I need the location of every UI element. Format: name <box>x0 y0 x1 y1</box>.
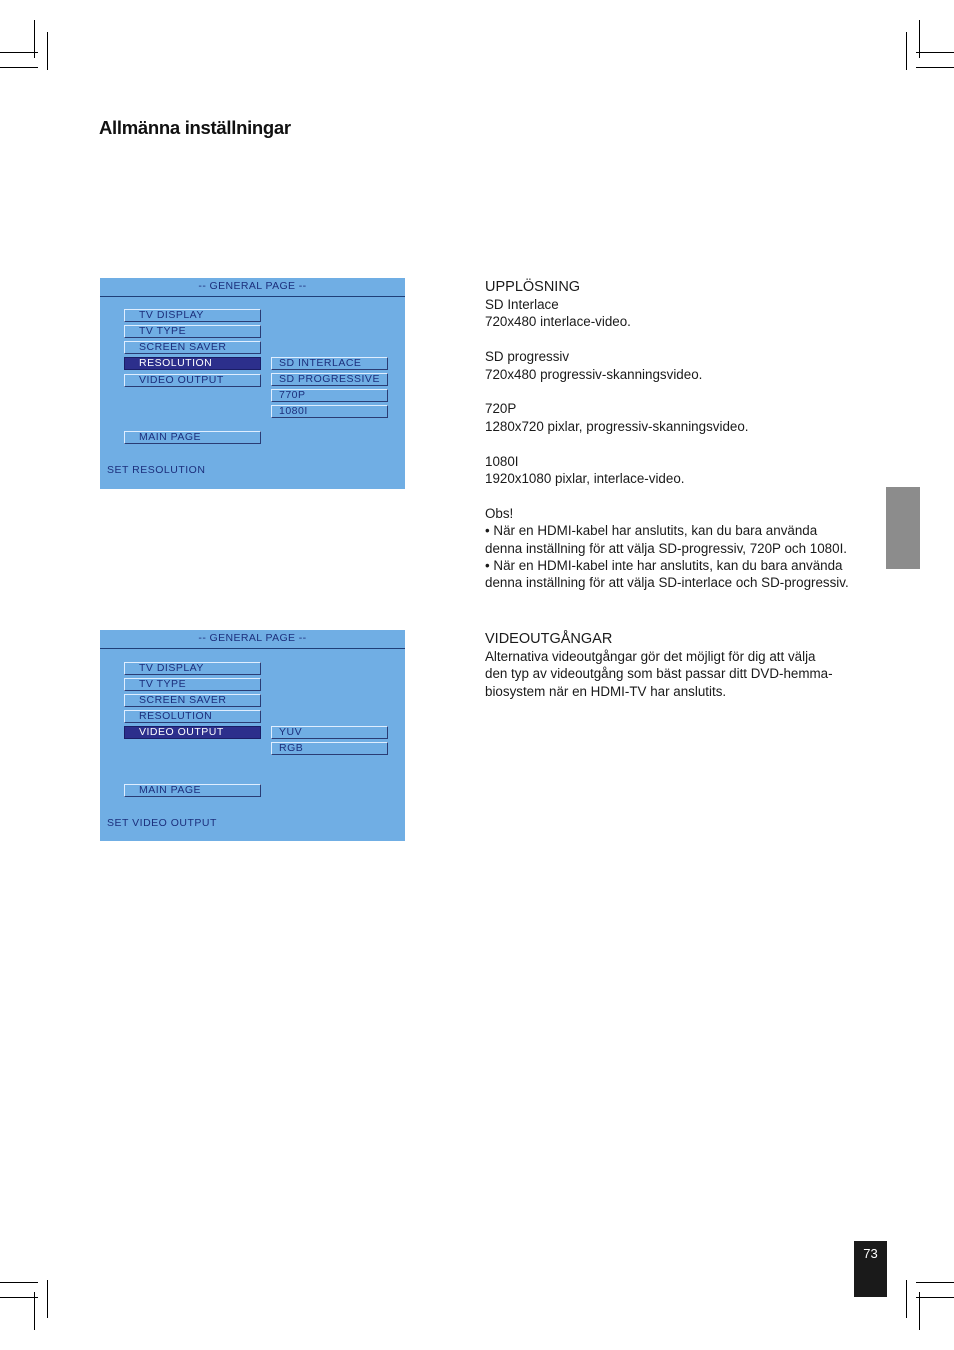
option-yuv[interactable]: YUV <box>271 726 388 739</box>
crop-mark <box>47 1280 48 1318</box>
note-text: • När en HDMI-kabel inte har anslutits, kan du bara använda <box>485 558 843 574</box>
crop-mark <box>47 32 48 70</box>
video-output-description <box>485 630 865 700</box>
option-description: 1920x1080 pixlar, interlace-video. <box>485 471 685 487</box>
option-description: 720x480 progressiv-skanningsvideo. <box>485 366 703 382</box>
crop-mark <box>0 52 38 53</box>
note-text: denna inställning för att välja SD-interlace och SD-progressiv. <box>485 575 849 591</box>
menu-item-resolution[interactable]: RESOLUTION <box>124 710 261 723</box>
menu-item-resolution[interactable]: RESOLUTION <box>124 357 261 370</box>
crop-mark <box>916 1297 954 1298</box>
crop-mark <box>0 1282 38 1283</box>
note-text: denna inställning för att välja SD-progressiv, 720P och 1080I. <box>485 540 848 556</box>
page-title: Allmänna inställningar <box>99 117 291 138</box>
option-label: SD Interlace <box>485 297 559 312</box>
crop-mark <box>0 1297 38 1298</box>
crop-mark <box>0 67 38 68</box>
section-heading: UPPLÖSNING <box>485 279 581 295</box>
option-770p[interactable]: 770P <box>271 389 388 402</box>
main-page-button[interactable]: MAIN PAGE <box>124 784 261 797</box>
option-label: 1080I <box>485 453 519 469</box>
crop-mark <box>916 1282 954 1283</box>
option-1080i[interactable]: 1080I <box>271 405 388 418</box>
page-number: 73 <box>854 1241 887 1297</box>
menu-item-screen-saver[interactable]: SCREEN SAVER <box>124 341 261 354</box>
body-text: biosystem när en HDMI-TV har anslutits. <box>485 683 727 699</box>
crop-mark <box>916 52 954 53</box>
resolution-menu-screen <box>100 278 405 489</box>
video-output-menu-screen <box>100 630 405 841</box>
note-label: Obs! <box>485 505 514 521</box>
chapter-tab <box>886 487 920 569</box>
menu-header: -- GENERAL PAGE -- <box>100 630 405 649</box>
menu-header: -- GENERAL PAGE -- <box>100 278 405 297</box>
note-text: • När en HDMI-kabel har anslutits, kan du bara använda <box>485 523 818 539</box>
main-page-button[interactable]: MAIN PAGE <box>124 431 261 444</box>
menu-item-tv-type[interactable]: TV TYPE <box>124 325 261 338</box>
menu-footer: SET VIDEO OUTPUT <box>107 817 217 829</box>
menu-item-screen-saver[interactable]: SCREEN SAVER <box>124 694 261 707</box>
menu-item-video-output[interactable]: VIDEO OUTPUT <box>124 374 261 387</box>
menu-item-tv-display[interactable]: TV DISPLAY <box>124 662 261 675</box>
menu-item-tv-type[interactable]: TV TYPE <box>124 678 261 691</box>
crop-mark <box>906 32 907 70</box>
body-text: den typ av videoutgång som bäst passar ditt DVD-hemma- <box>485 666 833 682</box>
body-text: Alternativa videoutgångar gör det möjligt för dig att välja <box>485 649 816 664</box>
option-label: 720P <box>485 401 517 417</box>
menu-item-tv-display[interactable]: TV DISPLAY <box>124 309 261 322</box>
crop-mark <box>906 1280 907 1318</box>
option-sd-interlace[interactable]: SD INTERLACE <box>271 357 388 370</box>
section-heading: VIDEOUTGÅNGAR <box>485 631 613 647</box>
option-sd-progressive[interactable]: SD PROGRESSIVE <box>271 373 388 386</box>
option-description: 720x480 interlace-video. <box>485 314 631 330</box>
crop-mark <box>916 67 954 68</box>
menu-item-video-output[interactable]: VIDEO OUTPUT <box>124 726 261 739</box>
option-label: SD progressiv <box>485 349 570 365</box>
resolution-description <box>485 278 865 592</box>
option-rgb[interactable]: RGB <box>271 742 388 755</box>
menu-footer: SET RESOLUTION <box>107 464 206 476</box>
option-description: 1280x720 pixlar, progressiv-skanningsvideo. <box>485 418 749 434</box>
